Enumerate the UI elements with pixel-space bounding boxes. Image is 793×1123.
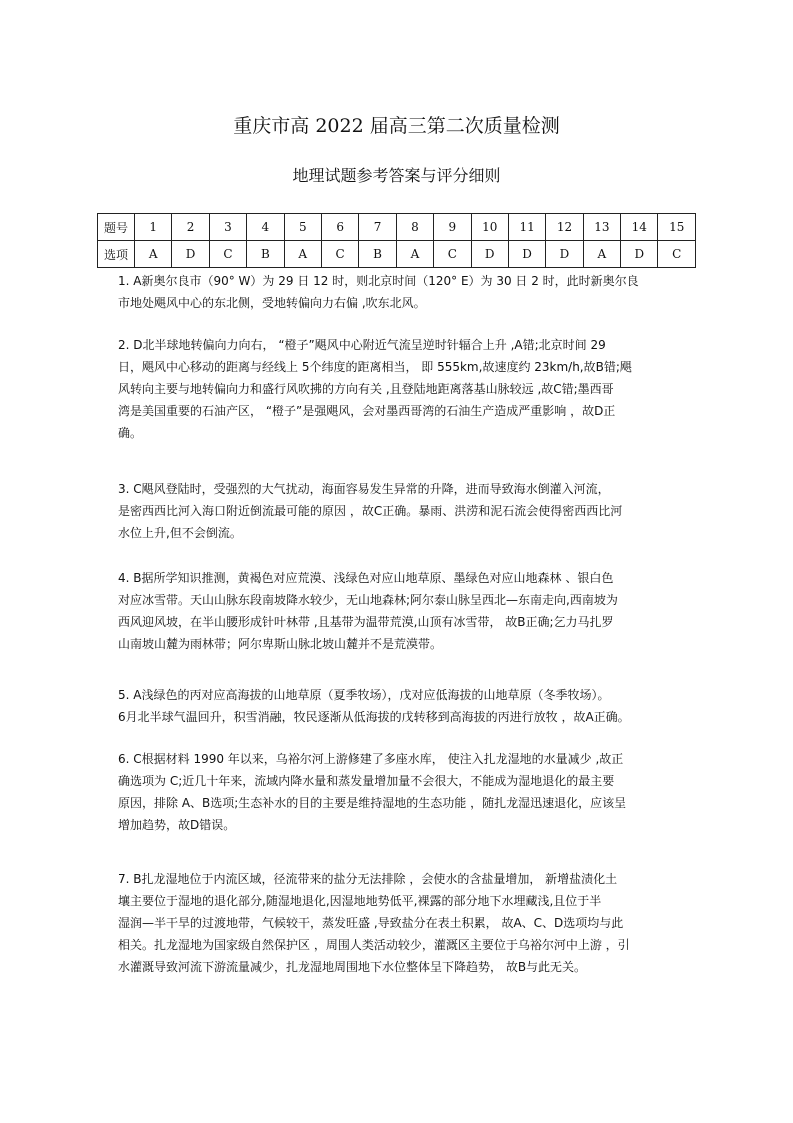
answer-cell: D — [471, 241, 508, 268]
explanation-line: 5. A浅绿色的丙对应高海拔的山地草原（夏季牧场），戊对应低海拔的山地草原（冬季牧场）。 — [118, 688, 610, 702]
page-title: 重庆市高 2022 届高三第二次质量检测 — [233, 115, 560, 137]
answer-row — [98, 241, 696, 268]
answer-cell: C — [658, 241, 696, 268]
explanation-line: 对应冰雪带。天山山脉东段南坡降水较少，无山地森林;阿尔泰山脉呈西北—东南走向,西南坡为 — [118, 593, 618, 607]
question-number-cell: 7 — [359, 214, 396, 241]
question-number-cell: 8 — [396, 214, 433, 241]
explanation-line: 日，飓风中心移动的距离与经线上 5个纬度的距离相当， 即 555km,故速度约 23km/h,故B错;飓 — [118, 360, 632, 374]
question-number-cell: 15 — [658, 214, 696, 241]
answer-cell: B — [247, 241, 284, 268]
question-number-cell: 12 — [546, 214, 583, 241]
answer-cell: D — [621, 241, 658, 268]
answer-cell: C — [209, 241, 246, 268]
explanation-line: 湾是美国重要的石油产区， “橙子”是强飓风，会对墨西哥湾的石油生产造成严重影响 ，故D正 — [118, 404, 616, 418]
answer-explanation-4 — [118, 567, 698, 655]
explanation-line: 原因，排除 A、B选项;生态补水的目的主要是维持湿地的生态功能 ，随扎龙湿迅速退化，应该呈 — [118, 796, 627, 810]
question-number-cell: 13 — [583, 214, 620, 241]
answer-cell: D — [546, 241, 583, 268]
explanation-line: 6月北半球气温回升，积雪消融，牧民逐渐从低海拔的戊转移到高海拔的丙进行放牧 ，故A正确。 — [118, 710, 630, 724]
explanation-line: 确选项为 C;近几十年来，流域内降水量和蒸发量增加量不会很大，不能成为湿地退化的最主要 — [118, 774, 615, 788]
explanation-line: 6. C根据材料 1990 年以来，乌裕尔河上游修建了多座水库， 使注入扎龙湿地的水量减少 ,故正 — [118, 752, 624, 766]
explanation-line: 3. C飓风登陆时，受强烈的大气扰动，海面容易发生异常的升降，进而导致海水倒灌入河流， — [118, 482, 610, 496]
question-number-label: 题号 — [98, 214, 135, 241]
question-number-cell: 3 — [209, 214, 246, 241]
question-number-cell: 14 — [621, 214, 658, 241]
explanation-line: 是密西西比河入海口附近倒流最可能的原因 ，故C正确。暴雨、洪涝和泥石流会使得密西西比河 — [118, 504, 623, 518]
explanation-line: 水位上升,但不会倒流。 — [118, 526, 242, 540]
question-number-cell: 5 — [284, 214, 321, 241]
answer-cell: D — [508, 241, 545, 268]
page-subtitle: 地理试题参考答案与评分细则 — [292, 166, 501, 185]
explanation-line: 水灌溉导致河流下游流量减少，扎龙湿地周围地下水位整体呈下降趋势， 故B与此无关。 — [118, 960, 587, 974]
answer-cell: C — [434, 241, 471, 268]
explanation-line: 相关。扎龙湿地为国家级自然保护区 ，周围人类活动较少，灌溉区主要位于乌裕尔河中上游 ，引 — [118, 938, 630, 952]
question-number-cell: 6 — [321, 214, 358, 241]
explanation-line: 4. B据所学知识推测，黄褐色对应荒漠、浅绿色对应山地草原、墨绿色对应山地森林 、银白色 — [118, 571, 614, 585]
explanation-line: 湿润—半干旱的过渡地带，气候较干，蒸发旺盛 ,导致盐分在表土积累， 故A、C、D选项均与此 — [118, 916, 624, 930]
answer-explanation-7 — [118, 868, 698, 978]
explanation-line: 确。 — [118, 426, 143, 440]
answer-cell: D — [172, 241, 209, 268]
question-number-cell: 9 — [434, 214, 471, 241]
answer-cell: A — [135, 241, 172, 268]
explanation-line: 西风迎风坡，在半山腰形成针叶林带 ,且基带为温带荒漠,山顶有冰雪带， 故B正确;乞力马扎罗 — [118, 615, 614, 629]
explanation-line: 7. B扎龙湿地位于内流区域，径流带来的盐分无法排除 ，会使水的含盐量增加， 新增盐渍化土 — [118, 872, 618, 886]
question-number-row — [98, 214, 696, 241]
question-number-cell: 10 — [471, 214, 508, 241]
explanation-line: 风转向主要与地转偏向力和盛行风吹拂的方向有关 ,且登陆地距离落基山脉较远 ,故C错;墨西哥 — [118, 382, 614, 396]
answer-explanation-5 — [118, 684, 698, 728]
question-number-cell: 4 — [247, 214, 284, 241]
answer-label: 选项 — [98, 241, 135, 268]
explanation-line: 市地处飓风中心的东北侧，受地转偏向力右偏 ,吹东北风。 — [118, 296, 426, 310]
explanation-line: 增加趋势，故D错误。 — [118, 818, 236, 832]
answer-cell: A — [284, 241, 321, 268]
answer-explanation-1 — [118, 270, 698, 314]
answer-cell: A — [583, 241, 620, 268]
explanation-line: 壤主要位于湿地的退化部分,随湿地退化,因湿地地势低平,裸露的部分地下水埋藏浅,且位于半 — [118, 894, 602, 908]
answer-explanation-6 — [118, 748, 698, 836]
answer-table — [97, 213, 696, 268]
explanation-line: 1. A新奥尔良市（90° W）为 29 日 12 时，则北京时间（120° E）为 30 日 2 时，此时新奥尔良 — [118, 274, 639, 288]
explanation-line: 山南坡山麓为雨林带；阿尔卑斯山脉北坡山麓并不是荒漠带。 — [118, 637, 443, 651]
answer-explanation-3 — [118, 478, 698, 544]
answer-cell: B — [359, 241, 396, 268]
question-number-cell: 11 — [508, 214, 545, 241]
answer-cell: A — [396, 241, 433, 268]
question-number-cell: 1 — [135, 214, 172, 241]
explanation-line: 2. D北半球地转偏向力向右， “橙子”飓风中心附近气流呈逆时针辐合上升 ,A错;北京时间 29 — [118, 338, 606, 352]
answer-explanation-2 — [118, 334, 698, 444]
question-number-cell: 2 — [172, 214, 209, 241]
answer-cell: C — [321, 241, 358, 268]
